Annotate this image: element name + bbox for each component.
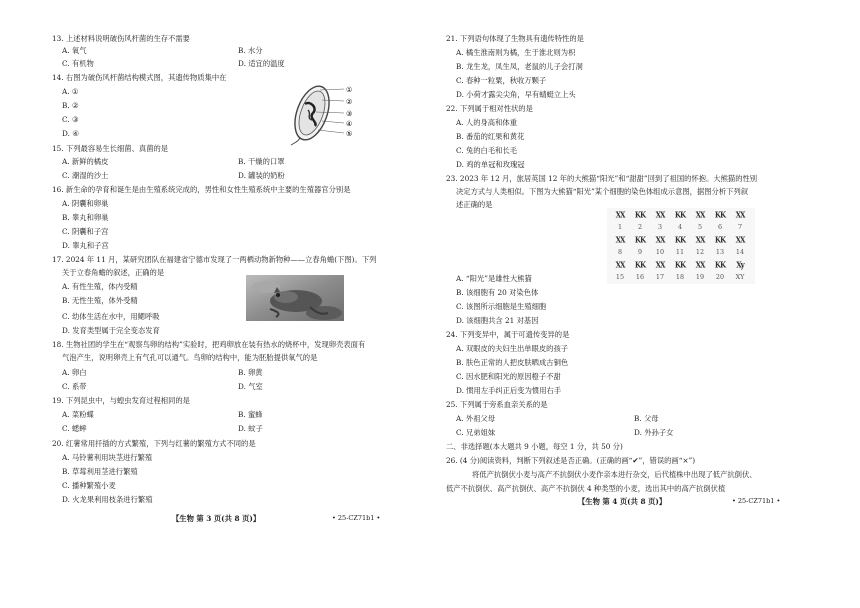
option-24d: D. 惯用左手纠正后变为惯用右手	[456, 386, 562, 395]
question-24: 24. 下列变异中，属于可遗传变异的是	[446, 330, 570, 339]
question-14: 14. 右图为破伤风杆菌结构模式图，其遗传物质集中在	[52, 73, 227, 82]
question-20: 20. 红薯常用扦插的方式繁殖，下列与红薯的繁殖方式不同的是	[52, 439, 256, 448]
option-19c: C. 蟋蟀	[62, 424, 87, 433]
chromosome-number: 15	[615, 273, 625, 281]
option-19d: D. 蚊子	[238, 424, 263, 433]
chromosome-pair: XX	[735, 233, 745, 246]
chromosome-pair: KK	[634, 233, 646, 246]
question-23: 23. 2023 年 12 月，旅居英国 12 年的大熊猫“阳光”和“甜甜”回到了祖国的怀抱。大熊猫的性别	[446, 174, 758, 183]
chromosome-number: 13	[715, 248, 725, 256]
question-17-cont: 关于立春角蟾的叙述，正确的是	[62, 268, 165, 277]
option-15c: C. 潮湿的沙土	[62, 171, 109, 180]
option-21b: B. 龙生龙，凤生凤，老鼠的儿子会打洞	[456, 62, 583, 71]
chromosome-pair: Xy	[736, 258, 744, 271]
question-26: 26. (4 分)阅读资料，判断下列叙述是否正确。(正确的画“✔”，错误的画“×”)	[446, 456, 696, 465]
option-14c: C. ③	[62, 115, 79, 124]
option-23c: C. 该图所示细胞是生殖细胞	[456, 302, 547, 311]
option-22b: B. 番茄的红果和黄花	[456, 132, 525, 141]
chromosome-pair: XX	[695, 208, 705, 221]
chromosome-pair: XX	[615, 208, 625, 221]
chromosome-number: 4	[677, 223, 683, 231]
option-24b: B. 肤色正常的人把皮肤晒成古铜色	[456, 358, 569, 367]
cell-label-1: ①	[346, 86, 353, 94]
chromosome-number: 12	[695, 248, 705, 256]
chromosome-number: 14	[735, 248, 745, 256]
option-15b: B. 干燥的口罩	[238, 157, 285, 166]
question-18: 18. 生物社团的学生在“观察鸟卵的结构”实验时，把鸡卵放在装有热水的烧杯中，发现卵壳表面有	[52, 340, 366, 349]
chromosome-pair: KK	[674, 258, 686, 271]
question-26-passage-1: 将低产抗倒伏小麦与高产不抗倒伏小麦作亲本进行杂交，后代植株中出现了低产抗倒伏、	[472, 470, 757, 479]
chromosome-pair: XX	[615, 258, 625, 271]
option-20a: A. 马铃薯利用块茎进行繁殖	[62, 453, 153, 462]
chromosome-number: 3	[657, 223, 663, 231]
cell-label-2: ②	[346, 98, 353, 106]
option-13b: B. 水分	[238, 46, 263, 55]
option-20b: B. 草莓利用茎进行繁殖	[62, 467, 138, 476]
question-18-cont: 气泡产生，说明卵壳上有气孔可以通气。鸟卵的结构中，能为胚胎提供氧气的是	[62, 353, 318, 362]
option-18c: C. 系带	[62, 382, 87, 391]
exam-page-4	[430, 0, 860, 608]
option-17c: C. 幼体生活在水中，用鳃呼吸	[62, 312, 160, 321]
chromosome-pair: XX	[615, 233, 625, 246]
chromosome-pair: XX	[655, 208, 665, 221]
chromosome-pair: KK	[714, 233, 726, 246]
chromosome-number: 7	[737, 223, 743, 231]
option-14b: B. ②	[62, 101, 79, 110]
horned-toad-photo	[246, 275, 344, 321]
option-18d: D. 气室	[238, 382, 263, 391]
chromosome-number: 18	[675, 273, 685, 281]
chromosome-pair: XX	[735, 208, 745, 221]
option-19b: B. 蜜蜂	[238, 410, 263, 419]
chromosome-number: 17	[655, 273, 665, 281]
chromosome-number: 5	[697, 223, 703, 231]
option-22c: C. 兔的白毛和长毛	[456, 146, 518, 155]
chromosome-pair: KK	[634, 258, 646, 271]
option-13a: A. 氧气	[62, 46, 87, 55]
chromosome-pair: KK	[714, 258, 726, 271]
question-23-cont-2: 述正确的是	[456, 200, 493, 209]
chromosome-number: 20	[715, 273, 725, 281]
chromosome-pair: XX	[655, 233, 665, 246]
option-25c: C. 兄弟姐妹	[456, 428, 496, 437]
chromosome-pair: KK	[714, 208, 726, 221]
chromosome-number: 8	[617, 248, 623, 256]
question-22: 22. 下列属于相对性状的是	[446, 104, 533, 113]
option-22d: D. 鸡的单冠和玫瑰冠	[456, 160, 525, 169]
question-15: 15. 下列最容易生长细菌、真菌的是	[52, 144, 169, 153]
chromosome-pair: XX	[655, 258, 665, 271]
chromosome-number: 16	[635, 273, 645, 281]
cell-label-5: ⑤	[346, 130, 353, 138]
question-19: 19. 下列昆虫中，与蝗虫发育过程相同的是	[52, 396, 190, 405]
option-21d: D. 小荷才露尖尖角，早有蜻蜓立上头	[456, 90, 576, 99]
chromosome-pair: XX	[695, 233, 705, 246]
section-2-heading: 二、非选择题(本大题共 9 小题，每空 1 分，共 50 分)	[446, 442, 623, 451]
option-20d: D. 火龙果利用枝条进行繁殖	[62, 495, 153, 504]
option-17a: A. 有性生殖，体内受精	[62, 282, 138, 291]
chromosome-number: 10	[655, 248, 665, 256]
chromosome-number: 9	[637, 248, 643, 256]
option-16a: A. 阴囊和卵巢	[62, 199, 109, 208]
chromosome-number: 1	[617, 223, 623, 231]
option-18b: B. 卵黄	[238, 368, 263, 377]
question-13: 13. 上述材料说明破伤风杆菌的生存不需要	[52, 34, 190, 43]
chromosome-pair: KK	[674, 208, 686, 221]
option-22a: A. 人的身高和体重	[456, 118, 517, 127]
cell-label-4: ④	[346, 120, 353, 128]
option-13d: D. 适宜的温度	[238, 59, 285, 68]
question-23-cont-1: 决定方式与人类相似。下图为大熊猫“阳光”某个细胞的染色体组成示意图，据图分析下列叙	[456, 187, 749, 196]
bacterium-structure-figure	[288, 80, 360, 146]
chromosome-number: 11	[675, 248, 685, 256]
option-23b: B. 该细胞有 20 对染色体	[456, 288, 539, 297]
option-15a: A. 新鲜的橘皮	[62, 157, 109, 166]
question-26-passage-2: 低产不抗倒伏、高产抗倒伏、高产不抗倒伏 4 种类型的小麦，选出其中的高产抗倒伏植	[446, 484, 726, 493]
chromosome-number: 19	[695, 273, 705, 281]
option-15d: D. 罐装的奶粉	[238, 171, 285, 180]
exam-code: • 25-CZ71b1 •	[732, 497, 781, 505]
option-23d: D. 该细胞共含 21 对基因	[456, 316, 539, 325]
option-25d: D. 外孙子女	[634, 428, 674, 437]
chromosome-number: XY	[735, 273, 745, 281]
cell-label-3: ③	[346, 110, 353, 118]
option-21c: C. 春种一粒粟，秋收万颗子	[456, 76, 547, 85]
question-17: 17. 2024 年 11 月，某研究团队在福建省宁德市发现了一两栖动物新物种——立春角蟾(下图)。下列	[52, 255, 377, 264]
question-25: 25. 下列属于旁系血亲关系的是	[446, 400, 548, 409]
chromosome-pair: KK	[634, 208, 646, 221]
option-25a: A. 外祖父母	[456, 414, 496, 423]
option-17d: D. 发育类型属于完全变态发育	[62, 326, 160, 335]
option-14d: D. ④	[62, 129, 79, 138]
option-13c: C. 有机物	[62, 59, 94, 68]
chromosome-pair: XX	[695, 258, 705, 271]
option-18a: A. 卵白	[62, 368, 87, 377]
chromosome-number: 6	[717, 223, 723, 231]
karyotype-figure	[607, 208, 755, 284]
option-25b: B. 父母	[634, 414, 659, 423]
page-footer: 【生物 第 3 页(共 8 页)】	[172, 514, 261, 523]
option-19a: A. 菜粉蝶	[62, 410, 94, 419]
question-21: 21. 下列语句体现了生物具有遗传特性的是	[446, 34, 584, 43]
question-16: 16. 新生命的孕育和诞生是由生殖系统完成的，男性和女性生殖系统中主要的生殖器官分别是	[52, 185, 351, 194]
page-footer: 【生物 第 4 页(共 8 页)】	[578, 497, 667, 506]
option-16c: C. 阴囊和子宫	[62, 227, 109, 236]
option-17b: B. 无性生殖，体外受精	[62, 296, 138, 305]
option-16b: B. 睾丸和卵巢	[62, 213, 109, 222]
option-21a: A. 橘生淮南则为橘，生于淮北则为枳	[456, 48, 576, 57]
chromosome-pair: KK	[674, 233, 686, 246]
option-14a: A. ①	[62, 87, 79, 96]
option-23a: A. “阳光”是雄性大熊猫	[456, 274, 532, 283]
option-20c: C. 播种繁殖小麦	[62, 481, 116, 490]
chromosome-number: 2	[637, 223, 643, 231]
option-16d: D. 睾丸和子宫	[62, 241, 109, 250]
option-24a: A. 双眼皮的夫妇生出单眼皮的孩子	[456, 344, 569, 353]
option-24c: C. 因水肥和阳光的原因橙子不甜	[456, 372, 561, 381]
exam-code: • 25-CZ71b1 •	[332, 514, 381, 522]
